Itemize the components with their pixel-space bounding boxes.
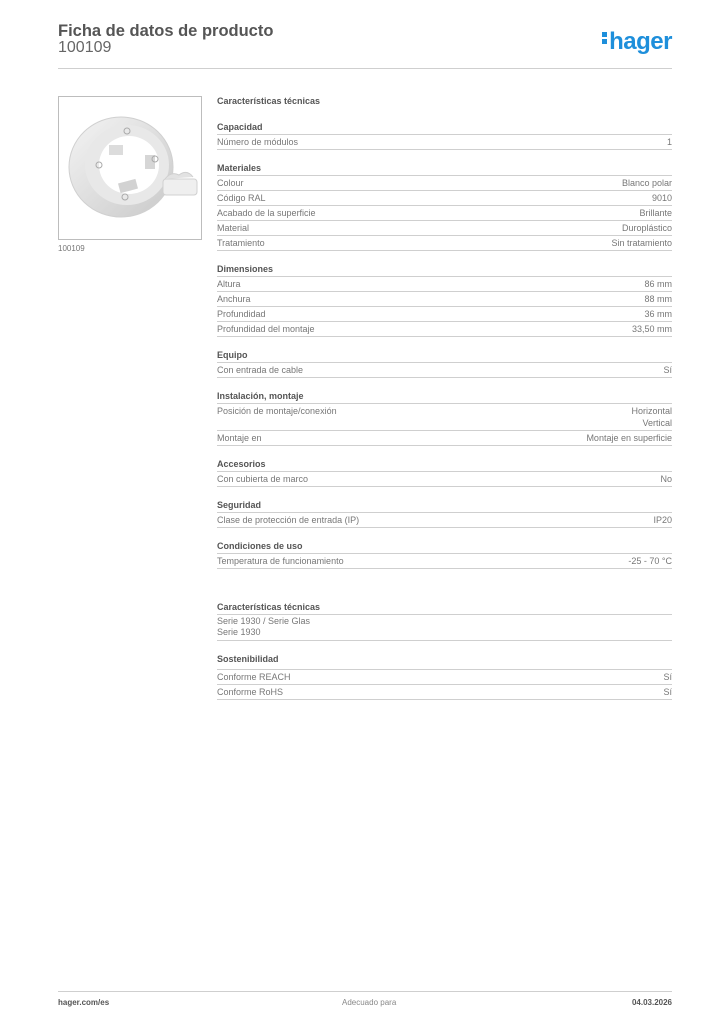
spec-value: Brillante [639, 208, 672, 218]
footer-date: 04.03.2026 [631, 998, 672, 1007]
product-code: 100109 [58, 39, 112, 56]
spec-row [217, 363, 672, 378]
spec-label: Con cubierta de marco [217, 474, 309, 484]
spec-row [217, 554, 672, 569]
spec-value: 9010 [651, 193, 672, 203]
spec-value: Duroplástico [621, 223, 672, 233]
spec-row [217, 277, 672, 292]
spec-row [217, 191, 672, 206]
spec-label: Acabado de la superficie [217, 208, 316, 218]
section-title: Condiciones de uso [217, 540, 672, 554]
footer-suitable-for: Adecuado para [342, 998, 397, 1007]
spec-row [217, 685, 672, 700]
spec-value: 86 mm [644, 279, 672, 289]
spec-label: Anchura [217, 294, 251, 304]
spec-label: Altura [217, 279, 241, 289]
feature-line: Serie 1930 [217, 627, 261, 637]
spec-row [217, 513, 672, 528]
page-title: Ficha de datos de producto [58, 22, 274, 40]
spec-row [217, 472, 672, 487]
logo-colon-icon [602, 30, 607, 46]
header-divider [58, 68, 672, 69]
feature-line: Serie 1930 / Serie Glas [217, 616, 311, 626]
spec-label: Tratamiento [217, 238, 265, 248]
section-title: Seguridad [217, 499, 672, 513]
spec-row [217, 307, 672, 322]
section-materiales [217, 162, 672, 251]
spec-value: Blanco polar [621, 178, 672, 188]
section-title: Materiales [217, 162, 672, 176]
logo-text: hager [609, 28, 672, 55]
spec-label: Número de módulos [217, 137, 299, 147]
spec-value: 33,50 mm [631, 324, 672, 334]
section-capacidad [217, 121, 672, 150]
spec-label: Código RAL [217, 193, 266, 203]
spec-value: 36 mm [644, 309, 672, 319]
spec-value: No [660, 474, 672, 484]
spec-row [217, 404, 672, 431]
spec-value: Sin tratamiento [611, 238, 672, 248]
spec-label: Conforme RoHS [217, 687, 284, 697]
spec-label: Conforme REACH [217, 672, 291, 682]
spec-value: 88 mm [644, 294, 672, 304]
spec-value-line: Vertical [642, 418, 672, 428]
spec-value: Sí [663, 672, 672, 682]
spec-value: 1 [666, 137, 672, 147]
spec-label: Profundidad [217, 309, 266, 319]
spec-value: -25 - 70 °C [628, 556, 672, 566]
spec-value: Sí [663, 365, 672, 375]
spec-label: Posición de montaje/conexión [217, 406, 337, 416]
section-instalacion [217, 390, 672, 446]
section-seguridad [217, 499, 672, 528]
spec-row [217, 176, 672, 191]
specs-title: Características técnicas [217, 96, 321, 106]
spec-value: Sí [663, 687, 672, 697]
footer-divider [58, 991, 672, 992]
spec-label: Temperatura de funcionamiento [217, 556, 344, 566]
section-equipo [217, 349, 672, 378]
section-features [217, 601, 672, 641]
spec-value-line: Horizontal [631, 406, 672, 416]
spec-row [217, 431, 672, 446]
spec-row [217, 135, 672, 150]
spec-label: Material [217, 223, 250, 233]
spec-label: Montaje en [217, 433, 262, 443]
spec-row [217, 221, 672, 236]
section-title: Instalación, montaje [217, 390, 672, 404]
spec-value [631, 405, 672, 429]
spec-label: Clase de protección de entrada (IP) [217, 515, 360, 525]
spec-label: Con entrada de cable [217, 365, 304, 375]
spec-row [217, 236, 672, 251]
section-title: Accesorios [217, 458, 672, 472]
spec-row [217, 322, 672, 337]
section-title: Características técnicas [217, 601, 672, 615]
section-sostenibilidad [217, 653, 672, 700]
spec-value: IP20 [653, 515, 672, 525]
image-caption: 100109 [58, 244, 85, 253]
product-image [58, 96, 202, 240]
section-title: Sostenibilidad [217, 653, 672, 670]
section-title: Equipo [217, 349, 672, 363]
section-dimensiones [217, 263, 672, 337]
section-title: Dimensiones [217, 263, 672, 277]
surface-box-illustration-icon [59, 97, 201, 239]
spec-row [217, 292, 672, 307]
hager-logo [602, 28, 672, 56]
features-block [217, 615, 672, 641]
spec-row [217, 670, 672, 685]
section-accesorios [217, 458, 672, 487]
spec-label: Profundidad del montaje [217, 324, 315, 334]
footer-website-link[interactable]: hager.com/es [58, 998, 110, 1007]
spec-row [217, 206, 672, 221]
technical-specs [217, 95, 672, 712]
spec-label: Colour [217, 178, 244, 188]
section-title: Capacidad [217, 121, 672, 135]
spec-value: Montaje en superficie [586, 433, 672, 443]
section-condiciones [217, 540, 672, 569]
